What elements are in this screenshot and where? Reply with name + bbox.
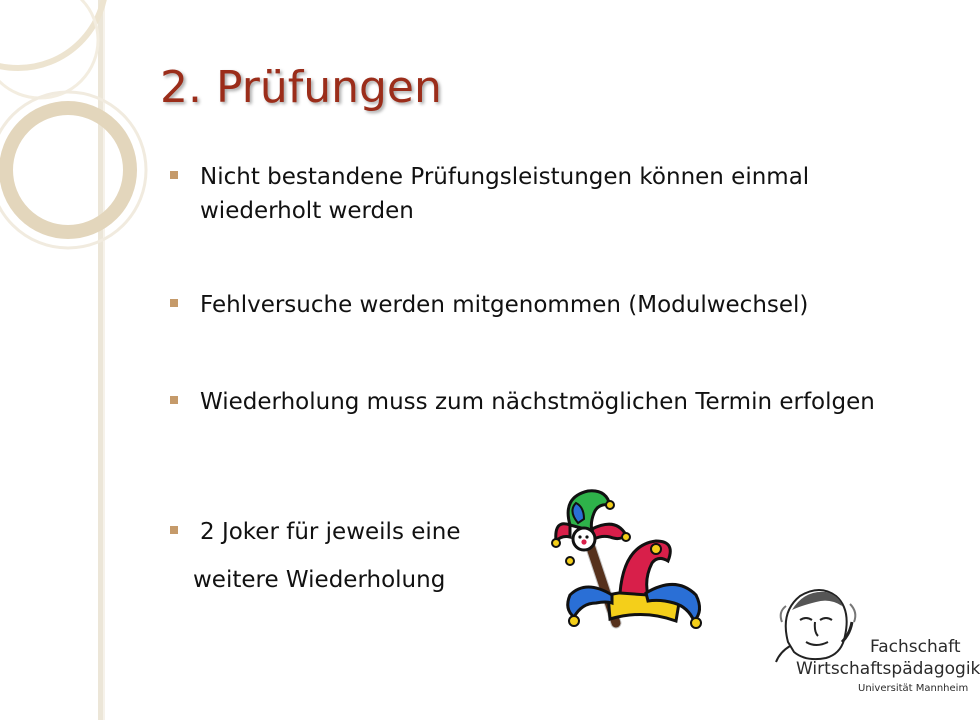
logo-line-wirtschaftspaedagogik: Wirtschaftspädagogik (796, 659, 980, 679)
bullet-text: 2 Joker für jeweils eine (200, 519, 461, 545)
caricature-portrait-icon (770, 582, 870, 662)
square-bullet-icon (170, 526, 178, 534)
bullet-continuation: weitere Wiederholung (193, 567, 446, 593)
slide-title: 2. Prüfungen (160, 62, 442, 113)
logo-line-fachschaft: Fachschaft (870, 637, 961, 657)
bullet-text: Wiederholung muss zum nächstmöglichen Termin erfolgen (200, 389, 875, 415)
logo-line-universitaet: Universität Mannheim (858, 683, 969, 694)
jester-clipart (548, 483, 708, 633)
square-bullet-icon (170, 396, 178, 404)
bullet-text: Fehlversuche werden mitgenommen (Modulwechsel) (200, 292, 809, 318)
square-bullet-icon (170, 171, 178, 179)
fachschaft-logo (770, 582, 980, 720)
decorative-rings (0, 0, 130, 720)
bullet-text: Nicht bestandene Prüfungsleistungen können einmal wiederholt werden (200, 164, 810, 224)
square-bullet-icon (170, 299, 178, 307)
